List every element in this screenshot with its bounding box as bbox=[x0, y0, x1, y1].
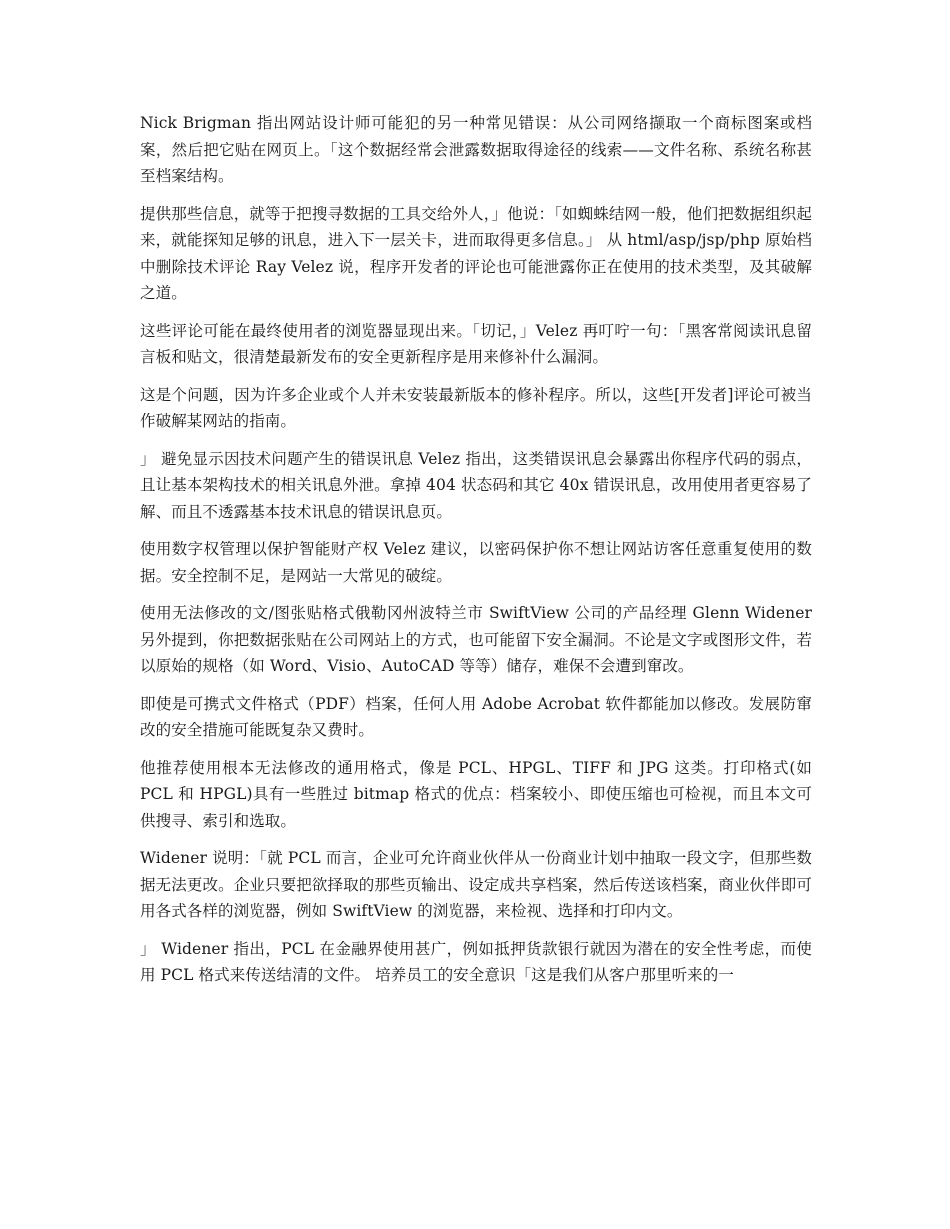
paragraph-8: 即使是可携式文件格式（PDF）档案，任何人用 Adobe Acrobat 软件都能加以修改。发展防窜改的安全措施可能既复杂又费时。 bbox=[140, 694, 812, 739]
document-page bbox=[140, 110, 812, 1000]
paragraph-2: 提供那些信息，就等于把搜寻数据的工具交给外人，」他说：「如蜘蛛结网一般，他们把数据组织起来，就能探知足够的讯息，进入下一层关卡，进而取得更多信息。」 从 html/asp/jsp/php 原始档中删除技术评论 Ray Velez 说，程序开发者的评论也可能泄露你正在使用的技术类型，及其破解之道。 bbox=[140, 204, 812, 302]
paragraph-10: Widener 说明：「就 PCL 而言，企业可允许商业伙伴从一份商业计划中抽取一段文字，但那些数据无法更改。企业只要把欲择取的那些页输出、设定成共享档案，然后传送该档案，商业伙伴即可用各式各样的浏览器，例如 SwiftView 的浏览器，来检视、选择和打印内文。 bbox=[140, 849, 812, 920]
paragraph-5: 」 避免显示因技术问题产生的错误讯息 Velez 指出，这类错误讯息会暴露出你程序代码的弱点，且让基本架构技术的相关讯息外泄。拿掉 404 状态码和其它 40x 错误讯息，改用使用者更容易了解、而且不透露基本技术讯息的错误讯息页。 bbox=[140, 449, 812, 521]
paragraph-7: 使用无法修改的文/图张贴格式俄勒冈州波特兰市 SwiftView 公司的产品经理 Glenn Widener 另外提到，你把数据张贴在公司网站上的方式，也可能留下安全漏洞。不论是文字或图形文件，若以原始的规格（如 Word、Visio、AutoCAD 等等）储存，难保不会遭到窜改。 bbox=[140, 604, 812, 675]
paragraph-4: 这是个问题，因为许多企业或个人并未安装最新版本的修补程序。所以，这些[开发者]评论可被当作破解某网站的指南。 bbox=[140, 385, 812, 430]
paragraph-3: 这些评论可能在最终使用者的浏览器显现出来。「切记，」Velez 再叮咛一句：「黑客常阅读讯息留言板和贴文，很清楚最新发布的安全更新程序是用来修补什么漏洞。 bbox=[140, 321, 812, 366]
paragraph-6: 使用数字权管理以保护智能财产权 Velez 建议，以密码保护你不想让网站访客任意重复使用的数据。安全控制不足，是网站一大常见的破绽。 bbox=[140, 540, 812, 585]
paragraph-11: 」 Widener 指出，PCL 在金融界使用甚广，例如抵押货款银行就因为潜在的安全性考虑，而使用 PCL 格式来传送结清的文件。 培养员工的安全意识「这是我们从客户那里听来的一 bbox=[140, 939, 812, 984]
paragraph-1: Nick Brigman 指出网站设计师可能犯的另一种常见错误：从公司网络撷取一个商标图案或档案，然后把它贴在网页上。「这个数据经常会泄露数据取得途径的线索——文件名称、系统名称甚至档案结构。 bbox=[140, 114, 812, 185]
paragraph-9: 他推荐使用根本无法修改的通用格式，像是 PCL、HPGL、TIFF 和 JPG 这类。打印格式(如 PCL 和 HPGL)具有一些胜过 bitmap 格式的优点：档案较小、即使压缩也可检视，而且本文可供搜寻、索引和选取。 bbox=[140, 758, 812, 830]
